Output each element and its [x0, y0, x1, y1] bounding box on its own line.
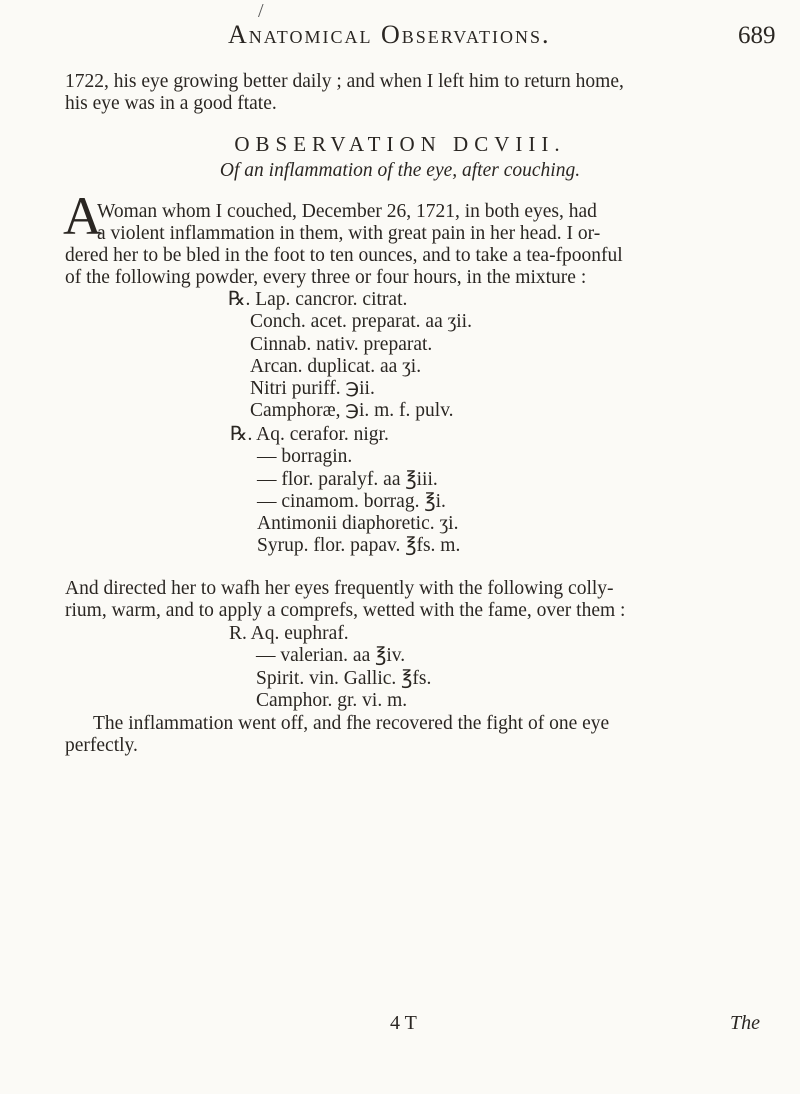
- text-line: And directed her to wafh her eyes frequently with the following colly-: [65, 578, 614, 599]
- recipe-line: ℞. Lap. cancror. citrat.: [228, 289, 408, 310]
- recipe-line: Camphoræ, ℈i. m. f. pulv.: [250, 400, 454, 422]
- paragraph-3: [65, 713, 735, 757]
- text-line: The inflammation went off, and fhe recovered the fight of one eye: [93, 713, 610, 734]
- recipe-line: Syrup. flor. papav. ℥fs. m.: [257, 535, 461, 557]
- recipe-line: — valerian. aa ℥iv.: [256, 645, 406, 667]
- recipe-line: Spirit. vin. Gallic. ℥fs.: [256, 667, 432, 689]
- text-line: perfectly.: [65, 735, 138, 756]
- recipe-line: — cinamom. borrag. ℥i.: [257, 490, 446, 512]
- recipe-powder: [230, 289, 472, 423]
- recipe-line: R. Aq. euphraf.: [229, 623, 349, 644]
- recipe-line: Cinnab. nativ. preparat.: [250, 333, 433, 355]
- text-line: of the following powder, every three or four hours, in the mixture :: [65, 267, 587, 288]
- page-number: 689: [738, 22, 776, 49]
- recipe-collyrium: [229, 623, 431, 712]
- recipe-line: — flor. paralyf. aa ℥iii.: [257, 468, 438, 490]
- recipe-line: Conch. acet. preparat. aa ʒii.: [250, 311, 472, 333]
- recipe-line: Antimonii diaphoretic. ʒi.: [257, 513, 459, 535]
- text-line: rium, warm, and to apply a comprefs, wetted with the fame, over them :: [65, 600, 626, 621]
- intro-paragraph: [65, 71, 735, 115]
- text-line: 1722, his eye growing better daily ; and when I left him to return home,: [65, 71, 624, 92]
- recipe-line: ℞. Aq. cerafor. nigr.: [230, 424, 389, 445]
- paragraph-1: [65, 201, 735, 289]
- recipe-line: Camphor. gr. vi. m.: [256, 689, 408, 711]
- recipe-line: — borragin.: [257, 446, 353, 468]
- top-mark: /: [258, 0, 264, 22]
- observation-subtitle: Of an inflammation of the eye, after couching.: [219, 160, 581, 181]
- recipe-line: Nitri puriff. ℈ii.: [250, 378, 375, 400]
- observation-heading: OBSERVATION DCVIII.: [234, 132, 566, 156]
- paragraph-2: [65, 578, 735, 622]
- text-line: his eye was in a good ftate.: [65, 93, 277, 114]
- running-head: [0, 16, 800, 56]
- text-line: dered her to be bled in the foot to ten ounces, and to take a tea-fpoonful: [65, 245, 623, 266]
- text-line: a violent inflammation in them, with great pain in her head. I or-: [97, 223, 601, 244]
- signature-mark: 4 T: [390, 1012, 417, 1034]
- recipe-line: Arcan. duplicat. aa ʒi.: [250, 355, 422, 377]
- running-title: Anatomical Observations.: [228, 20, 551, 49]
- recipe-mixture: [230, 424, 460, 558]
- text-line: Woman whom I couched, December 26, 1721, in both eyes, had: [97, 201, 597, 222]
- catchword: The: [730, 1012, 760, 1034]
- drop-cap: A: [63, 186, 102, 246]
